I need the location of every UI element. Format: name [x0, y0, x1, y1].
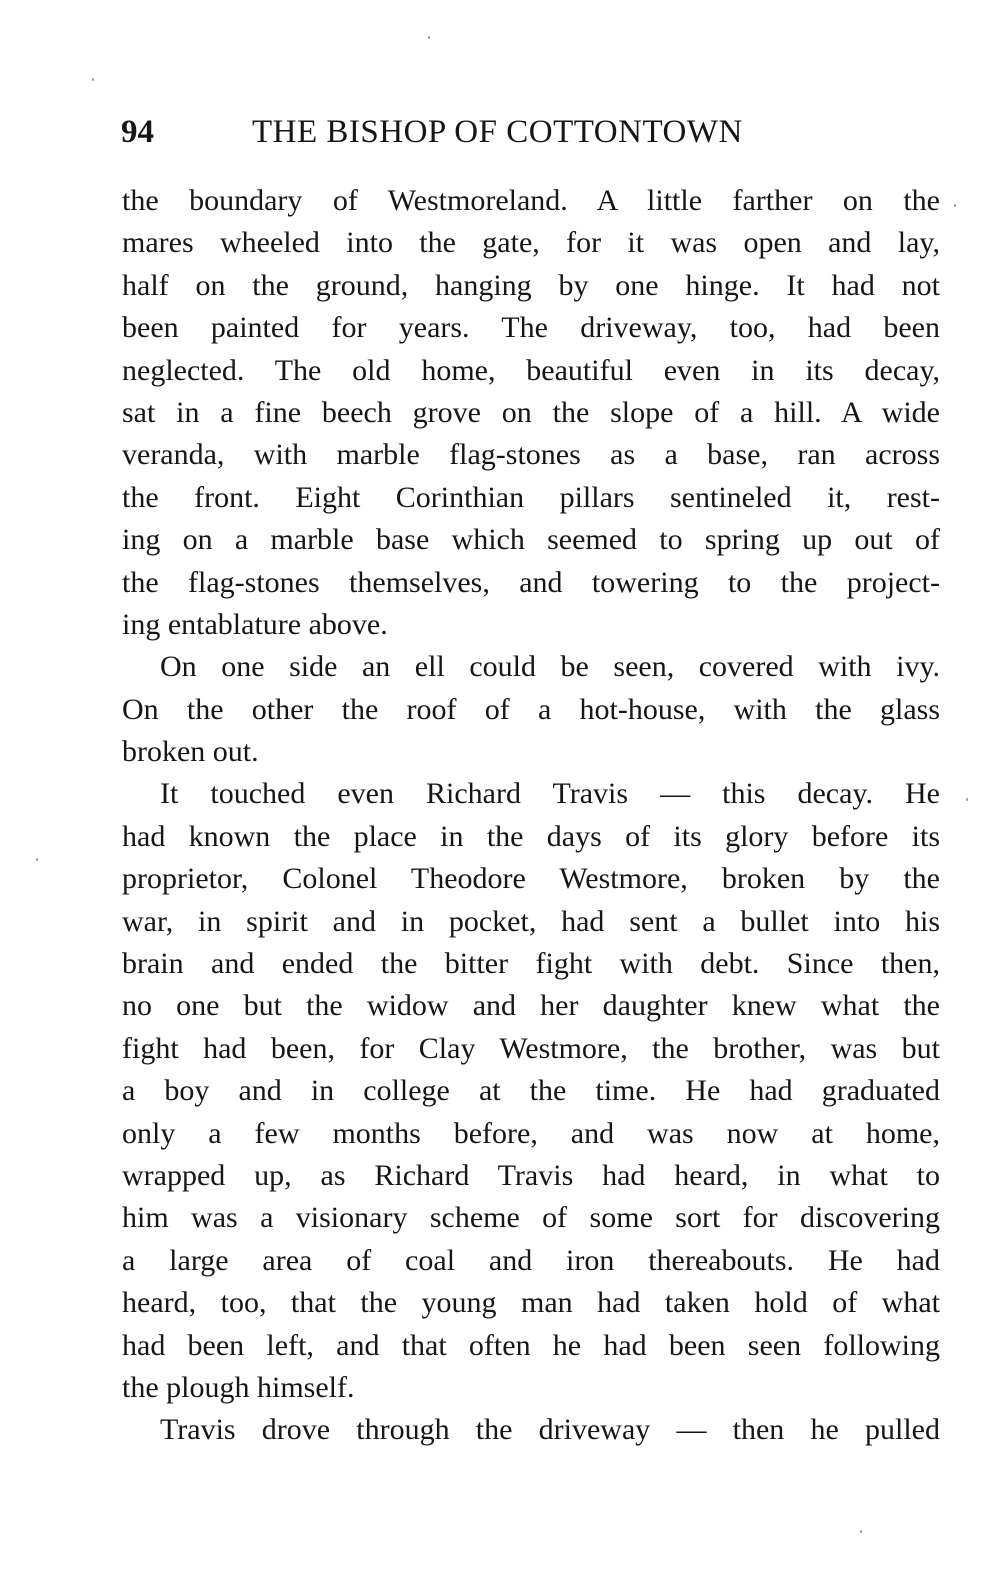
scan-speck — [36, 858, 38, 861]
text-line: heard, too, that the young man had taken hold of what — [122, 1286, 940, 1320]
text-line: sat in a fine beech grove on the slope of a hill. A wide — [122, 395, 940, 429]
text-line: war, in spirit and in pocket, had sent a bullet into his — [122, 904, 940, 938]
text-line: had been left, and that often he had been seen following — [122, 1328, 940, 1362]
text-line: a large area of coal and iron thereabouts. He had — [122, 1243, 940, 1277]
paragraph — [122, 180, 940, 646]
paragraph — [122, 1409, 940, 1451]
scan-speck — [92, 78, 94, 81]
text-line: the flag-stones themselves, and towering to the project- — [122, 565, 940, 599]
text-line: had known the place in the days of its glory before its — [122, 819, 940, 853]
page-header — [121, 112, 921, 152]
text-line: a boy and in college at the time. He had graduated — [122, 1074, 940, 1108]
text-line: him was a visionary scheme of some sort for discovering — [122, 1201, 940, 1235]
paragraph — [122, 773, 940, 1409]
scan-speck — [954, 204, 956, 207]
text-line: the boundary of Westmoreland. A little farther on the — [122, 184, 940, 217]
page-number: 94 — [121, 114, 154, 150]
text-line: On one side an ell could be seen, covered with ivy. — [160, 650, 940, 684]
text-line: neglected. The old home, beautiful even in its decay, — [122, 353, 940, 387]
text-line: the front. Eight Corinthian pillars sentineled it, rest- — [122, 480, 940, 514]
text-line: fight had been, for Clay Westmore, the brother, was but — [122, 1031, 940, 1065]
text-line: proprietor, Colonel Theodore Westmore, broken by the — [122, 862, 940, 896]
text-line: It touched even Richard Travis — this decay. He — [160, 777, 940, 811]
text-line: broken out. — [122, 735, 259, 769]
text-line: the plough himself. — [122, 1370, 355, 1404]
paragraph — [122, 646, 940, 773]
text-line: half on the ground, hanging by one hinge. It had not — [122, 268, 940, 302]
text-line: ing on a marble base which seemed to spring up out of — [122, 523, 940, 557]
scan-speck — [966, 798, 968, 801]
text-line: brain and ended the bitter fight with debt. Since then, — [122, 947, 940, 981]
body-text — [122, 180, 940, 1452]
text-line: wrapped up, as Richard Travis had heard, in what to — [122, 1158, 940, 1192]
text-line: Travis drove through the driveway — then he pulled — [160, 1413, 940, 1447]
text-line: On the other the roof of a hot-house, with the glass — [122, 692, 940, 726]
running-title: THE BISHOP OF COTTONTOWN — [252, 114, 743, 150]
text-line: only a few months before, and was now at home, — [122, 1116, 940, 1150]
text-line: mares wheeled into the gate, for it was open and lay, — [122, 226, 940, 260]
scan-speck — [860, 1530, 862, 1533]
text-line: ing entablature above. — [122, 607, 388, 641]
text-line: no one but the widow and her daughter knew what the — [122, 989, 940, 1023]
text-line: veranda, with marble flag-stones as a base, ran across — [122, 438, 940, 472]
scan-speck — [428, 36, 430, 39]
text-line: been painted for years. The driveway, too, had been — [122, 311, 940, 345]
